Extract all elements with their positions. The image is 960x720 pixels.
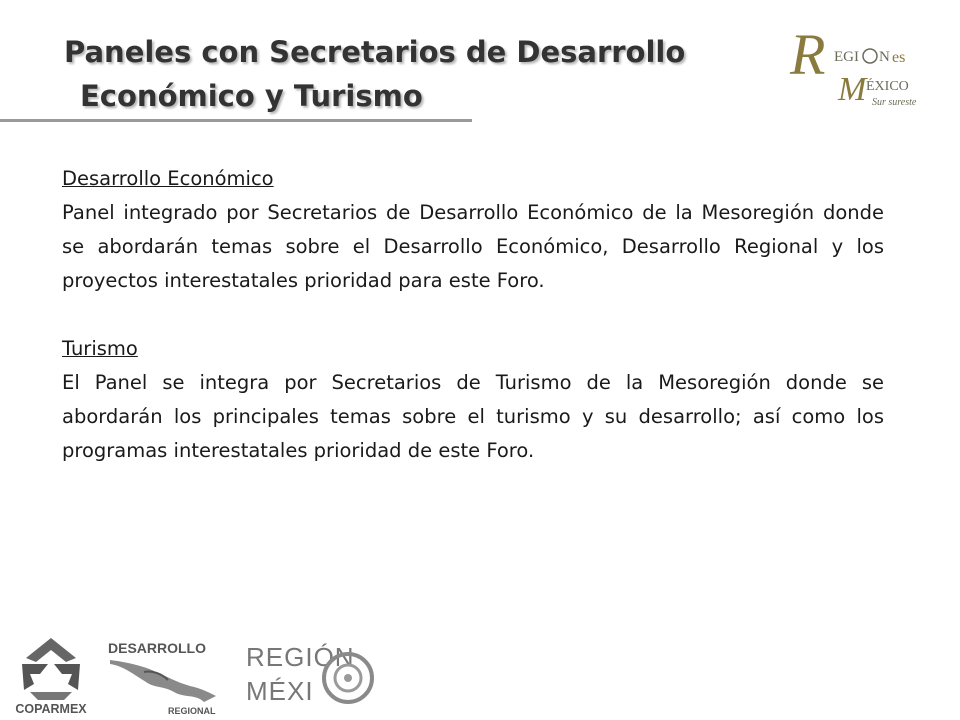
region-mexico-logo bbox=[244, 634, 380, 718]
coparmex-logo bbox=[4, 634, 98, 716]
page-title bbox=[64, 30, 685, 118]
footer-logos bbox=[0, 630, 400, 720]
logo-letter-r: R bbox=[790, 22, 826, 87]
logo-text-n: N bbox=[879, 49, 890, 65]
main-content bbox=[62, 162, 884, 468]
desarrollo-label: DESARROLLO bbox=[108, 640, 206, 656]
region-label: REGIÓN bbox=[246, 642, 355, 672]
page-title-line-1: Paneles con Secretarios de Desarrollo bbox=[64, 35, 686, 69]
section-heading-turismo: Turismo bbox=[62, 337, 138, 360]
regiones-mexico-logo bbox=[784, 14, 922, 108]
logo-letter-m: M bbox=[838, 71, 867, 108]
logo-text-exico: ÉXICO bbox=[866, 79, 909, 94]
logo-text-egi: EGI bbox=[834, 49, 859, 65]
mexico-label: MÉXI bbox=[246, 676, 314, 706]
regional-label: REGIONAL bbox=[168, 706, 216, 716]
coparmex-label: COPARMEX bbox=[15, 702, 87, 716]
section-heading-desarrollo: Desarrollo Económico bbox=[62, 167, 274, 190]
section-text-desarrollo: Panel integrado por Secretarios de Desarrollo Económico de la Mesoregión donde se abordarán temas sobre el Desarrollo Económico, Desarrollo Regional y los proyectos interestatales prioridad para este Foro. bbox=[62, 201, 884, 292]
section-spacer bbox=[62, 298, 884, 332]
desarrollo-regional-logo bbox=[104, 636, 238, 718]
mexico-map-icon bbox=[110, 660, 216, 702]
title-underline bbox=[0, 119, 472, 122]
page-title-line-2: Económico y Turismo bbox=[80, 79, 423, 113]
compass-icon bbox=[863, 49, 877, 63]
logo-tagline: Sur sureste bbox=[872, 97, 917, 108]
section-text-turismo: El Panel se integra por Secretarios de Turismo de la Mesoregión donde se abordarán los principales temas sobre el turismo y su desarrollo; así como los programas interestatales prioridad de este Foro. bbox=[62, 371, 884, 462]
logo-text-es: es bbox=[892, 49, 906, 66]
